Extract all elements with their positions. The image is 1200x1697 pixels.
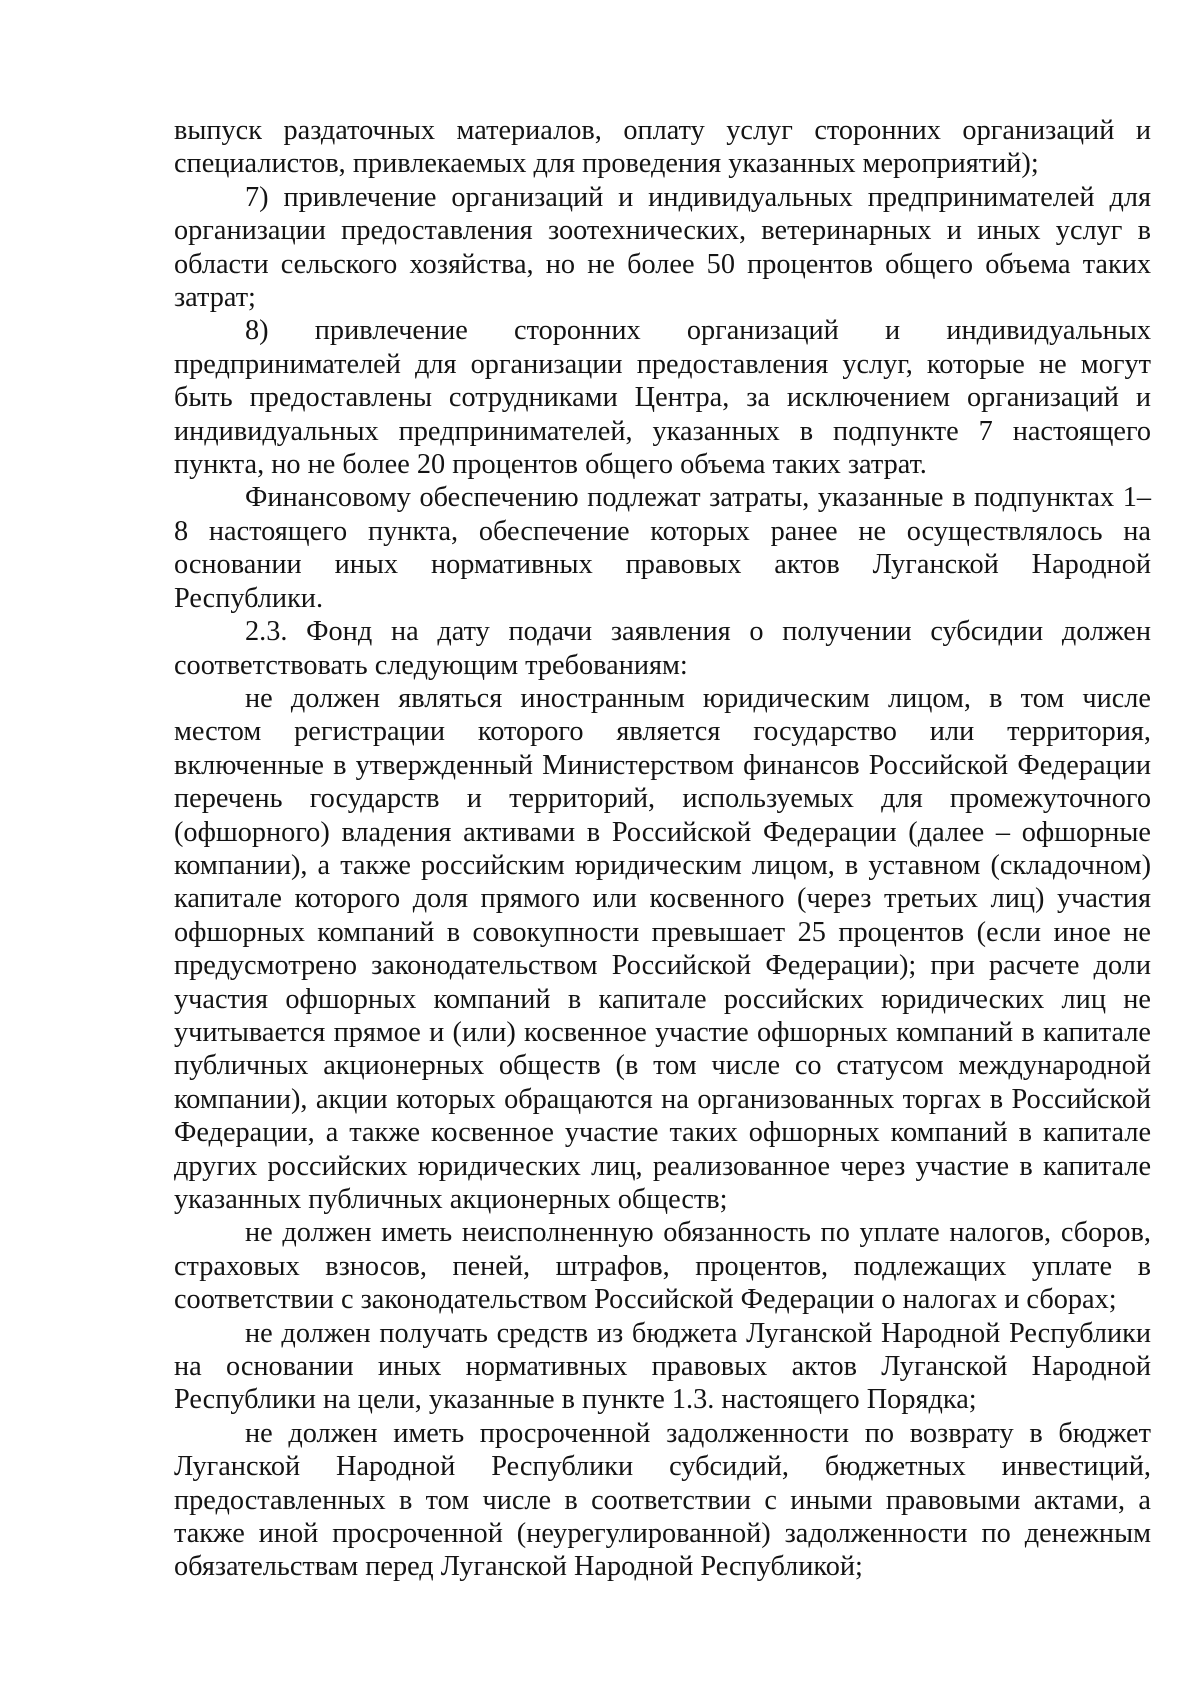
paragraph-requirement-budget-funds: не должен получать средств из бюджета Луганской Народной Республики на основании иных нормативных правовых актов Луганской Народной Республики на цели, указанные в пункте 1.3. настоящего Порядка; [174,1317,1151,1416]
paragraph-subitem-7: 7) привлечение организаций и индивидуальных предпринимателей для организации предоставления зоотехнических, ветеринарных и иных услуг в области сельского хозяйства, но не более 50 процентов общего объема таких затрат; [174,181,1151,314]
paragraph-subitem-8: 8) привлечение сторонних организаций и индивидуальных предпринимателей для организации предоставления услуг, которые не могут быть предоставлены сотрудниками Центра, за исключением организаций и индивидуальных предпринимателей, указанных в подпункте 7 настоящего пункта, но не более 20 процентов общего объема таких затрат. [174,315,1151,481]
document-body [174,114,1151,1584]
paragraph-continuation: выпуск раздаточных материалов, оплату услуг сторонних организаций и специалистов, привлекаемых для проведения указанных мероприятий); [174,115,1151,180]
paragraph-requirement-taxes: не должен иметь неисполненную обязанность по уплате налогов, сборов, страховых взносов, пеней, штрафов, процентов, подлежащих уплате в соответствии с законодательством Российской Федерации о налогах и сборах; [174,1217,1151,1316]
paragraph-section-2-3: 2.3. Фонд на дату подачи заявления о получении субсидии должен соответствовать следующим требованиям: [174,616,1151,681]
paragraph-financing-costs: Финансовому обеспечению подлежат затраты, указанные в подпунктах 1–8 настоящего пункта, обеспечение которых ранее не осуществлялось на основании иных нормативных правовых актов Луганской Народной Республики. [174,482,1151,614]
paragraph-requirement-overdue-debt: не должен иметь просроченной задолженности по возврату в бюджет Луганской Народной Республики субсидий, бюджетных инвестиций, предоставленных в том числе в соответствии с иными правовыми актами, а также иной просроченной (неурегулированной) задолженности по денежным обязательствам перед Луганской Народной Республикой; [174,1417,1151,1583]
paragraph-requirement-offshore: не должен являться иностранным юридическим лицом, в том числе местом регистрации которого является государство или территория, включенные в утвержденный Министерством финансов Российской Федерации перечень государств и территорий, используемых для промежуточного (офшорного) владения активами в Российской Федерации (далее – офшорные компании), а также российским юридическим лицом, в уставном (складочном) капитале которого доля прямого или косвенного (через третьих лиц) участия офшорных компаний в совокупности превышает 25 процентов (если иное не предусмотрено законодательством Российской Федерации); при расчете доли участия офшорных компаний в капитале российских юридических лиц не учитывается прямое и (или) косвенное участие офшорных компаний в капитале публичных акционерных обществ (в том числе со статусом международной компании), акции которых обращаются на организованных торгах в Российской Федерации, а также косвенное участие таких офшорных компаний в капитале других российских юридических лиц, реализованное через участие в капитале указанных публичных акционерных обществ; [174,682,1151,1215]
